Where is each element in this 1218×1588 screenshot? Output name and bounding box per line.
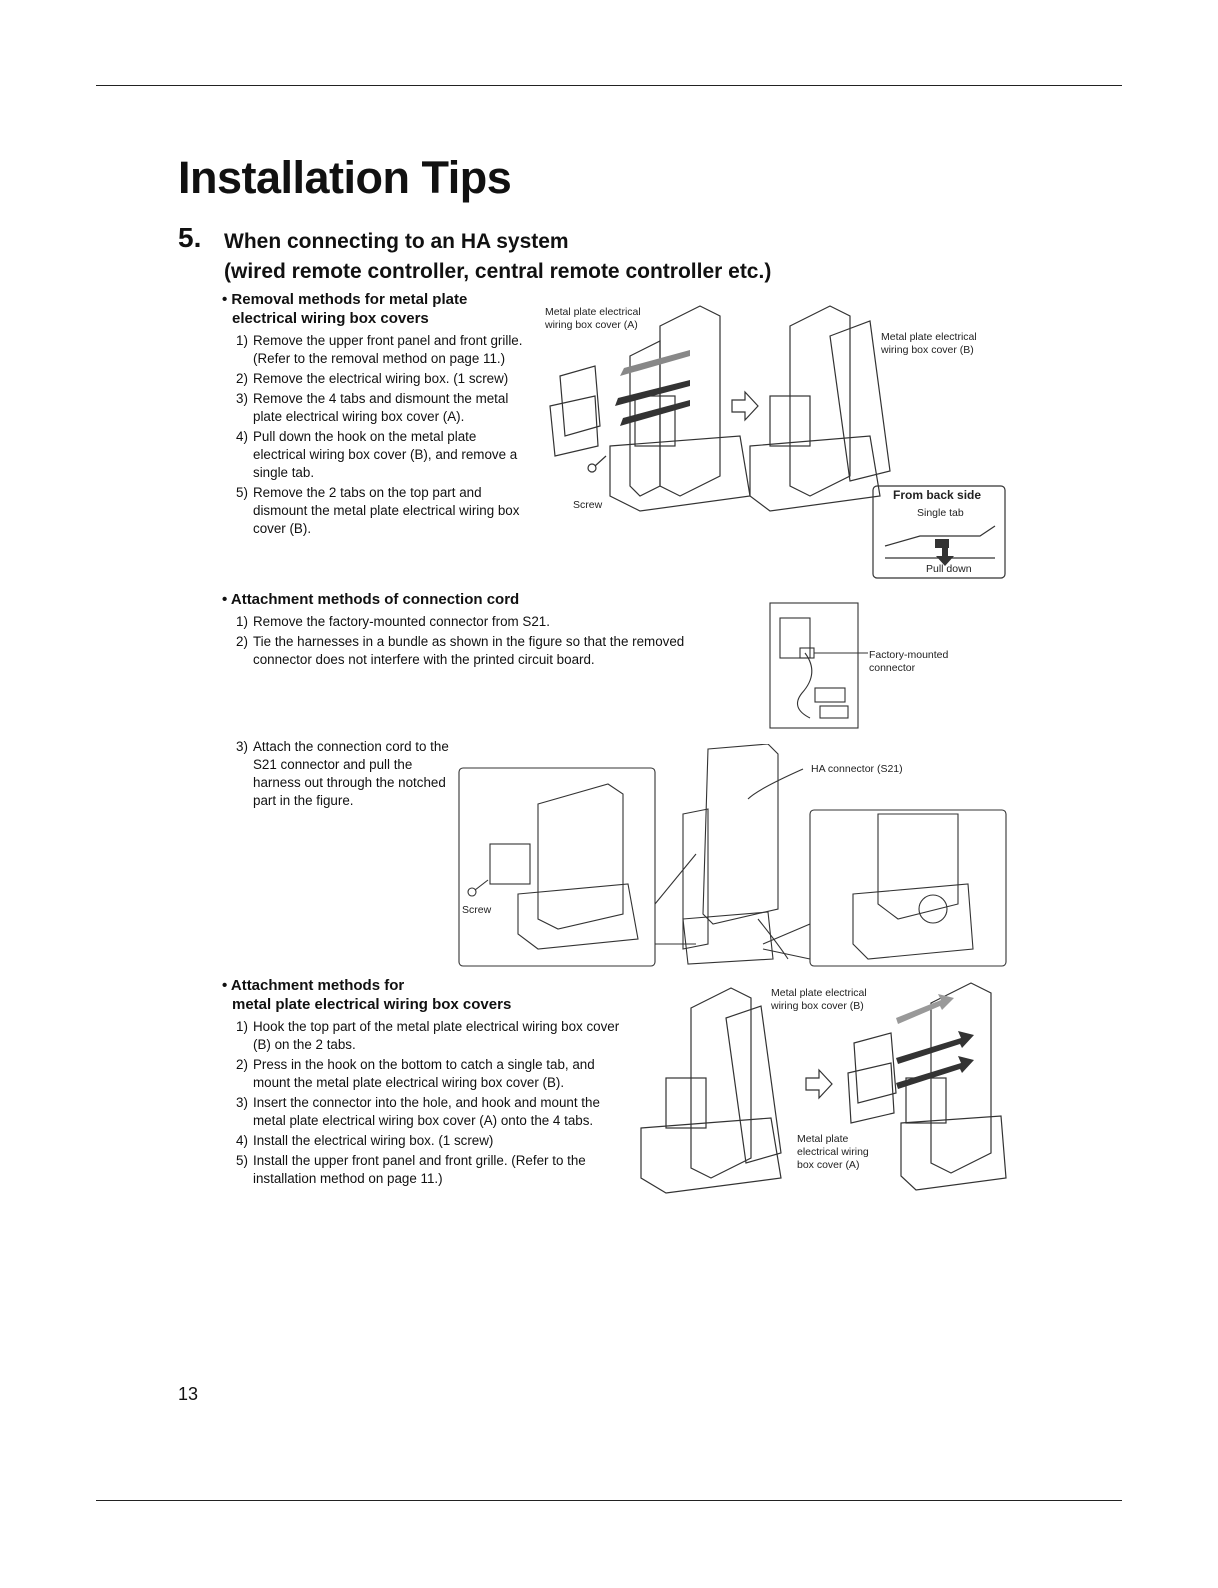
removal-heading-line1: • Removal methods for metal plate xyxy=(222,291,468,308)
removal-label-from-back: From back side xyxy=(893,488,982,502)
list-item: 2) Tie the harnesses in a bundle as shown in the figure so that the removed connector does not interfere with the printed circuit board. xyxy=(236,634,685,667)
ha-screw-label: Screw xyxy=(462,904,492,916)
attachment-label-cover-b: Metal plate electrical wiring box cover (B) xyxy=(771,987,867,1012)
attachment-steps xyxy=(222,1018,632,1188)
list-item: 3) Remove the 4 tabs and dismount the metal plate electrical wiring box cover (A). xyxy=(236,391,509,424)
removal-label-cover-b: Metal plate electrical wiring box cover (B) xyxy=(881,331,977,356)
removal-heading-line2: electrical wiring box covers xyxy=(232,310,429,327)
connection-step3 xyxy=(236,738,451,812)
removal-section xyxy=(222,290,532,540)
list-item: 1) Remove the factory-mounted connector from S21. xyxy=(236,614,550,629)
removal-label-screw: Screw xyxy=(573,499,603,511)
attachment-heading-line1: • Attachment methods for xyxy=(222,977,405,994)
top-rule xyxy=(96,85,1122,86)
list-item: 5) Remove the 2 tabs on the top part and dismount the metal plate electrical wiring box cover (B). xyxy=(236,485,520,536)
bottom-rule xyxy=(96,1500,1122,1501)
connection-steps xyxy=(222,613,732,669)
list-item: 3) Attach the connection cord to the S21 connector and pull the harness out through the notched part in the figure. xyxy=(236,739,449,808)
removal-steps xyxy=(222,332,532,538)
list-item: 5) Install the upper front panel and front grille. (Refer to the installation method on page 11.) xyxy=(236,1153,586,1186)
list-item: 1) Hook the top part of the metal plate electrical wiring box cover (B) on the 2 tabs. xyxy=(236,1019,620,1052)
connector-figure xyxy=(760,598,870,740)
list-item: 3) Insert the connector into the hole, and hook and mount the metal plate electrical wiring box cover (A) onto the 4 tabs. xyxy=(236,1095,600,1128)
section-title-line1: When connecting to an HA system xyxy=(224,230,569,253)
attachment-heading-line2: metal plate electrical wiring box covers xyxy=(232,996,512,1013)
attachment-label-cover-a: Metal plate electrical wiring box cover (A) xyxy=(797,1133,869,1171)
list-item: 4) Install the electrical wiring box. (1 screw) xyxy=(236,1133,494,1148)
ha-connector-label: HA connector (S21) xyxy=(811,763,903,775)
connection-heading: • Attachment methods of connection cord xyxy=(222,591,520,608)
page-title: Installation Tips xyxy=(178,152,512,203)
connection-section xyxy=(222,590,732,671)
removal-label-pull-down: Pull down xyxy=(926,563,972,575)
list-item: 2) Press in the hook on the bottom to catch a single tab, and mount the metal plate electrical wiring box cover (B). xyxy=(236,1057,595,1090)
removal-label-cover-a: Metal plate electrical wiring box cover (A) xyxy=(545,306,641,331)
list-item: 1) Remove the upper front panel and front grille. (Refer to the removal method on page 11.) xyxy=(236,333,523,366)
section-title-line2: (wired remote controller, central remote controller etc.) xyxy=(224,260,772,283)
removal-label-single-tab: Single tab xyxy=(917,507,964,519)
list-item: 4) Pull down the hook on the metal plate electrical wiring box cover (B), and remove a single tab. xyxy=(236,429,518,480)
page-number: 13 xyxy=(178,1384,199,1404)
attachment-section xyxy=(222,976,632,1190)
list-item: 2) Remove the electrical wiring box. (1 screw) xyxy=(236,371,509,386)
ha-connector-figure xyxy=(458,744,1008,968)
section-number: 5. xyxy=(178,222,202,253)
connector-label: Factory-mounted connector xyxy=(869,649,949,674)
